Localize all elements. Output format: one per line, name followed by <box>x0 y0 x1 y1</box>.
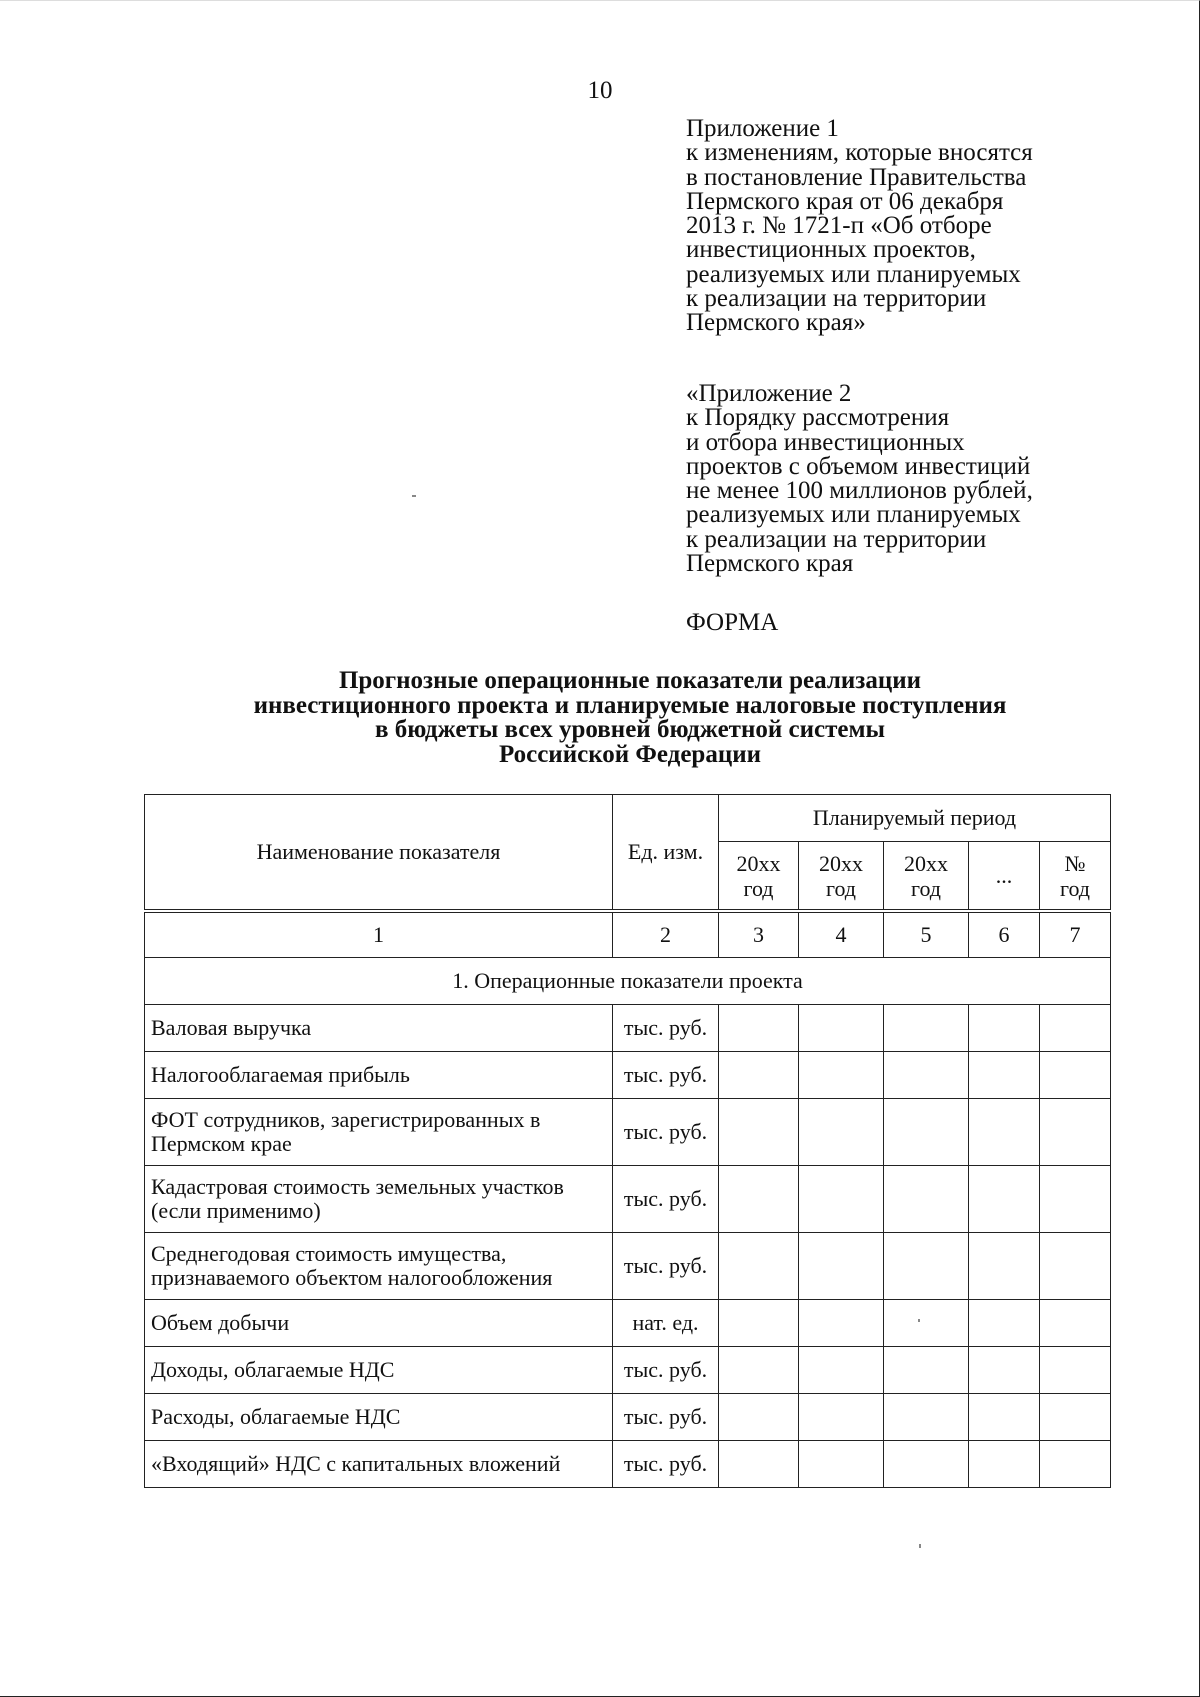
indicator-unit: нат. ед. <box>613 1300 719 1347</box>
value-cell[interactable] <box>884 1233 969 1300</box>
value-cell[interactable] <box>969 1166 1040 1233</box>
scan-speck <box>918 1319 920 1322</box>
form-label: ФОРМА <box>686 609 779 636</box>
annex-1-line: Пермского края» <box>686 309 866 337</box>
value-cell[interactable] <box>1040 1052 1111 1099</box>
table-row <box>145 1347 1111 1394</box>
column-number: 2 <box>613 913 719 958</box>
annex-1-line: в постановление Правительства <box>686 163 1027 191</box>
value-cell[interactable] <box>1040 1300 1111 1347</box>
document-title <box>130 669 1130 767</box>
column-number: 6 <box>969 913 1040 958</box>
title-line: инвестиционного проекта и планируемые налоговые поступления <box>253 691 1007 719</box>
indicator-name: Налогооблагаемая прибыль <box>145 1052 613 1099</box>
scan-speck <box>412 495 416 497</box>
period-col-bottom: год <box>743 875 774 901</box>
column-number: 5 <box>884 913 969 958</box>
title-line: в бюджеты всех уровней бюджетной системы <box>374 716 886 743</box>
value-cell[interactable] <box>884 1166 969 1233</box>
header-period-col-1 <box>719 842 799 910</box>
table-row <box>145 1166 1111 1233</box>
annex-1-line: инвестиционных проектов, <box>686 236 976 264</box>
value-cell[interactable] <box>1040 1099 1111 1166</box>
period-col-top: 20xx <box>736 850 781 876</box>
value-cell[interactable] <box>884 1394 969 1441</box>
period-col-top: 20xx <box>819 850 863 876</box>
annex-1-line: реализуемых или планируемых <box>686 260 1021 288</box>
value-cell[interactable] <box>799 1052 884 1099</box>
indicator-unit: тыс. руб. <box>613 1099 719 1166</box>
value-cell[interactable] <box>719 1233 799 1300</box>
indicator-unit: тыс. руб. <box>613 1347 719 1394</box>
value-cell[interactable] <box>1040 1233 1111 1300</box>
page-number: 10 <box>587 77 613 104</box>
value-cell[interactable] <box>1040 1166 1111 1233</box>
header-indicator-name: Наименование показателя <box>145 795 613 910</box>
value-cell[interactable] <box>719 1441 799 1488</box>
column-number: 3 <box>719 913 799 958</box>
annex-1-line: Приложение 1 <box>686 115 839 142</box>
annex-2-line: не менее 100 миллионов рублей, <box>686 477 1033 505</box>
column-number: 4 <box>799 913 884 958</box>
header-period-col-4 <box>969 842 1040 910</box>
indicator-name: Среднегодовая стоимость имущества, признаваемого объектом налогообложения <box>145 1233 613 1300</box>
table-row <box>145 1099 1111 1166</box>
indicator-unit: тыс. руб. <box>613 1233 719 1300</box>
value-cell[interactable] <box>884 1441 969 1488</box>
table-row <box>145 1005 1111 1052</box>
annex-2-line: к Порядку рассмотрения <box>686 404 950 432</box>
indicator-unit: тыс. руб. <box>613 1052 719 1099</box>
indicator-name: Кадастровая стоимость земельных участков (если применимо) <box>145 1166 613 1233</box>
column-number: 7 <box>1040 913 1111 958</box>
value-cell[interactable] <box>719 1005 799 1052</box>
value-cell[interactable] <box>719 1166 799 1233</box>
indicators-table <box>144 794 1111 1488</box>
value-cell[interactable] <box>1040 1394 1111 1441</box>
value-cell[interactable] <box>799 1394 884 1441</box>
annex-2-line: проектов с объемом инвестиций <box>686 452 1031 480</box>
value-cell[interactable] <box>1040 1441 1111 1488</box>
period-col-top: 20xx <box>904 850 948 876</box>
value-cell[interactable] <box>719 1099 799 1166</box>
annex-2-reference <box>686 382 1106 576</box>
value-cell[interactable] <box>799 1099 884 1166</box>
annex-1-line: 2013 г. № 1721-п «Об отборе <box>686 212 992 240</box>
value-cell[interactable] <box>1040 1005 1111 1052</box>
value-cell[interactable] <box>969 1300 1040 1347</box>
annex-2-line: «Приложение 2 <box>686 380 852 407</box>
title-line: Прогнозные операционные показатели реализации <box>338 667 922 694</box>
value-cell[interactable] <box>799 1300 884 1347</box>
value-cell[interactable] <box>969 1347 1040 1394</box>
value-cell[interactable] <box>969 1099 1040 1166</box>
annex-1-line: к реализации на территории <box>686 285 987 313</box>
value-cell[interactable] <box>799 1166 884 1233</box>
indicator-name: «Входящий» НДС с капитальных вложений <box>145 1441 613 1488</box>
indicator-name: Доходы, облагаемые НДС <box>145 1347 613 1394</box>
column-number-row <box>145 913 1111 958</box>
table-header-row <box>145 795 1111 842</box>
value-cell[interactable] <box>799 1233 884 1300</box>
table-row <box>145 1052 1111 1099</box>
annex-1-line: Пермского края от 06 декабря <box>686 187 1004 215</box>
header-unit: Ед. изм. <box>613 795 719 910</box>
period-col-bottom: год <box>910 875 942 901</box>
value-cell[interactable] <box>884 1300 969 1347</box>
value-cell[interactable] <box>719 1052 799 1099</box>
header-planned-period: Планируемый период <box>719 795 1111 842</box>
indicator-unit: тыс. руб. <box>613 1166 719 1233</box>
indicator-name: Расходы, облагаемые НДС <box>145 1394 613 1441</box>
value-cell[interactable] <box>799 1347 884 1394</box>
header-period-col-5 <box>1040 842 1111 910</box>
column-number: 1 <box>145 913 613 958</box>
header-period-col-2 <box>799 842 884 910</box>
annex-1-line: к изменениям, которые вносятся <box>686 139 1033 167</box>
value-cell[interactable] <box>799 1005 884 1052</box>
value-cell[interactable] <box>969 1233 1040 1300</box>
annex-2-line: реализуемых или планируемых <box>686 501 1021 529</box>
indicator-unit: тыс. руб. <box>613 1005 719 1052</box>
period-col-bottom: год <box>825 875 857 901</box>
value-cell[interactable] <box>799 1441 884 1488</box>
value-cell[interactable] <box>719 1394 799 1441</box>
value-cell[interactable] <box>969 1394 1040 1441</box>
title-line: Российской Федерации <box>498 740 762 768</box>
value-cell[interactable] <box>884 1052 969 1099</box>
value-cell[interactable] <box>884 1005 969 1052</box>
annex-2-line: и отбора инвестиционных <box>686 428 965 456</box>
section-title: 1. Операционные показатели проекта <box>145 958 1111 1005</box>
value-cell[interactable] <box>969 1052 1040 1099</box>
header-period-col-3 <box>884 842 969 910</box>
value-cell[interactable] <box>884 1099 969 1166</box>
indicator-name: Валовая выручка <box>145 1005 613 1052</box>
table-row <box>145 1394 1111 1441</box>
value-cell[interactable] <box>1040 1347 1111 1394</box>
indicator-unit: тыс. руб. <box>613 1441 719 1488</box>
value-cell[interactable] <box>719 1300 799 1347</box>
annex-2-line: к реализации на территории <box>686 525 987 553</box>
value-cell[interactable] <box>969 1005 1040 1052</box>
table-row <box>145 1233 1111 1300</box>
value-cell[interactable] <box>969 1441 1040 1488</box>
period-col-bottom: ... <box>995 863 1013 889</box>
period-col-top: № <box>1064 850 1086 876</box>
annex-1-reference <box>686 117 1106 336</box>
indicator-unit: тыс. руб. <box>613 1394 719 1441</box>
annex-2-line: Пермского края <box>686 550 854 578</box>
table-row <box>145 1441 1111 1488</box>
indicator-name: Объем добычи <box>145 1300 613 1347</box>
value-cell[interactable] <box>719 1347 799 1394</box>
period-col-bottom: год <box>1059 875 1091 901</box>
section-title-row <box>145 958 1111 1005</box>
indicator-name: ФОТ сотрудников, зарегистрированных в Пермском крае <box>145 1099 613 1166</box>
table-row <box>145 1300 1111 1347</box>
value-cell[interactable] <box>884 1347 969 1394</box>
scan-speck <box>919 1544 921 1548</box>
